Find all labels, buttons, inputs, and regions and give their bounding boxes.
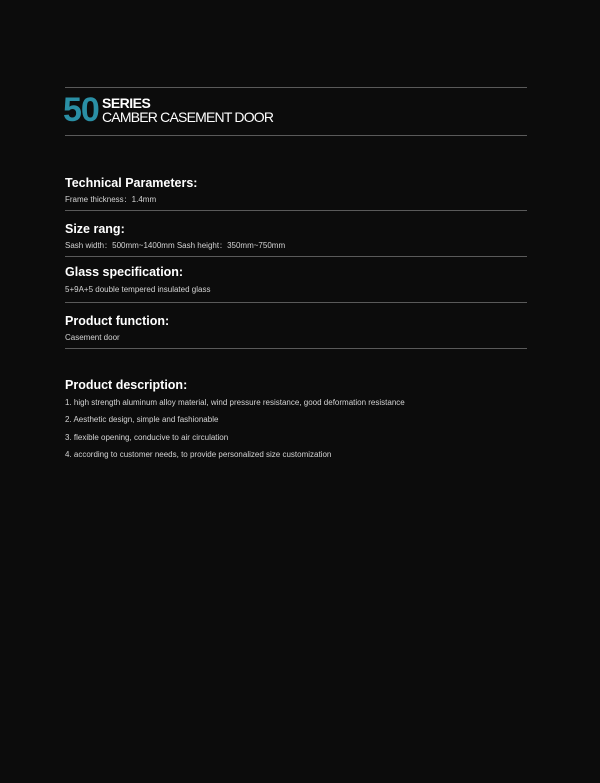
section-divider bbox=[65, 210, 527, 211]
technical-parameters-title: Technical Parameters: bbox=[65, 176, 198, 190]
header-bottom-divider bbox=[65, 135, 527, 136]
glass-specification-text: 5+9A+5 double tempered insulated glass bbox=[65, 285, 211, 294]
product-function-text: Casement door bbox=[65, 333, 120, 342]
product-description-title: Product description: bbox=[65, 378, 188, 392]
description-item: 2. Aesthetic design, simple and fashionable bbox=[65, 415, 219, 424]
size-range-title: Size rang: bbox=[65, 222, 125, 236]
product-function-title: Product function: bbox=[65, 314, 170, 328]
description-item: 1. high strength aluminum alloy material, wind pressure resistance, good deformation resistance bbox=[65, 398, 405, 407]
section-divider bbox=[65, 256, 527, 257]
glass-specification-title: Glass specification: bbox=[65, 265, 184, 279]
product-name: CAMBER CASEMENT DOOR bbox=[102, 109, 274, 125]
description-item: 4. according to customer needs, to provide personalized size customization bbox=[65, 450, 332, 459]
size-range-text: Sash width：500mm~1400mm Sash height：350mm~750mm bbox=[65, 241, 286, 250]
series-number: 50 bbox=[63, 91, 99, 129]
section-divider bbox=[65, 302, 527, 303]
description-item: 3. flexible opening, conducive to air circulation bbox=[65, 433, 229, 442]
section-divider bbox=[65, 348, 527, 349]
header-top-divider bbox=[65, 87, 527, 88]
technical-parameters-text: Frame thickness：1.4mm bbox=[65, 195, 157, 204]
series-label: SERIES bbox=[102, 95, 151, 111]
